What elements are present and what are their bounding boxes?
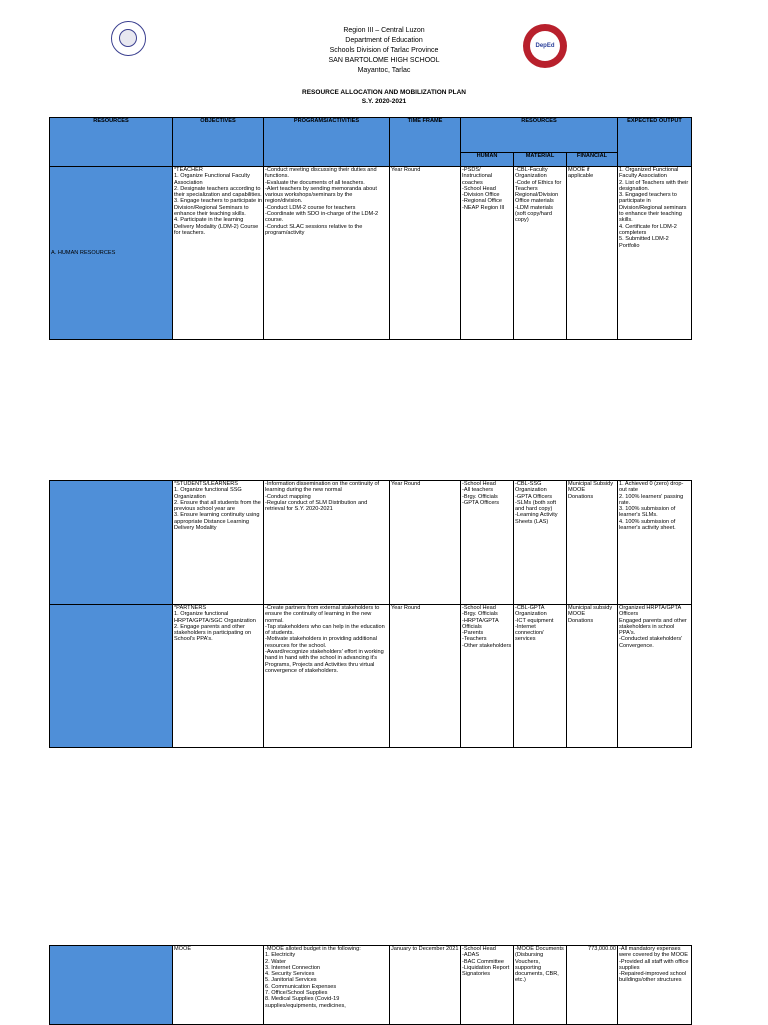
resource-category: A. HUMAN RESOURCES: [50, 167, 173, 340]
header-objectives: OBJECTIVES: [173, 118, 264, 167]
resource-category: [50, 481, 173, 605]
resource-category: [50, 946, 173, 1025]
letterhead: [0, 26, 768, 76]
objectives-cell: *PARTNERS 1. Organize functional HRPTA/GPTA/SGC Organization 2. Engage parents and other stakeholders in participating on School's PPA's.: [173, 605, 264, 748]
table-row: [50, 946, 692, 1025]
expected-output-cell: -All mandatory expenses were covered by the MOOE -Provided all staff with office supplies -Repaired-improved school buildings/other structures: [618, 946, 692, 1025]
human-cell: -School Head -Brgy. Officials -HRPTA/GPTA Officials -Parents -Teachers -Other stakeholders: [461, 605, 514, 748]
material-cell: -CBL-Faculty Organization -Code of Ethics for Teachers Regional/Division Office materials -LDM materials (soft copy/hard copy): [514, 167, 567, 340]
material-cell: -MOOE Documents (Disbursing Vouchers, supporting documents, CBR, etc.): [514, 946, 567, 1025]
time-frame-cell: Year Round: [390, 481, 461, 605]
programs-cell: -MOOE alloted budget in the following: 1. Electricity 2. Water 3. Internet Connection 4. Security Services 5. Janitorial Services 6. Communication Expenses 7. Office/School Supplies 8. Medical Supplies (Covid-19 supplies/equipments, medicines,: [264, 946, 390, 1025]
human-cell: -PSDS/ Instructional coaches -School Head -Division Office -Regional Office -NEAP Region III: [461, 167, 514, 340]
plan-table-2: [49, 480, 692, 748]
table-row: [50, 481, 692, 605]
expected-output-cell: Organized HRPTA/GPTA Officers Engaged parents and other stakeholders in school PPA's. -Conducted stakeholders' Convergence.: [618, 605, 692, 748]
header-resources-group: RESOURCES: [461, 118, 618, 153]
programs-cell: -Conduct meeting discussing their duties and functions. -Evaluate the documents of all teachers. -Alert teachers by sending memoranda about various workshops/seminars by the region/division. -Conduct LDM-2 course for teachers -Coordinate with SDO in-charge of the LDM-2 course. -Conduct SLAC sessions relative to the program/activity: [264, 167, 390, 340]
school-year: S.Y. 2020-2021: [361, 98, 407, 105]
header-material: MATERIAL: [514, 153, 567, 167]
header-resources: RESOURCES: [50, 118, 173, 167]
school-seal-logo: DepEd: [523, 24, 567, 68]
time-frame-cell: Year Round: [390, 605, 461, 748]
header-programs: PROGRAMS/ACTIVITIES: [264, 118, 390, 167]
programs-cell: -Create partners from external stakeholders to ensure the continuity of learning in the new normal. -Tap stakeholders who can help in the education of students. -Motivate stakeholders in providing additional resources for the school. -Award/recognize stakeholders' effort in working hand in hand with the school in advancing it's Programs, Projects and Activities thru virtual convergence of stakeholders.: [264, 605, 390, 748]
financial-cell: MOOE if applicable: [567, 167, 618, 340]
table-row: [50, 605, 692, 748]
header-financial: FINANCIAL: [567, 153, 618, 167]
region-line: Region III – Central Luzon: [343, 27, 425, 34]
material-cell: -CBL-GPTA Organization -ICT equipment -Internet connection/ services: [514, 605, 567, 748]
plan-table-3: [49, 945, 692, 1025]
human-cell: -School Head -All teachers -Brgy. Officials -GPTA Officers: [461, 481, 514, 605]
header-time-frame: TIME FRAME: [390, 118, 461, 167]
table-row: [50, 167, 692, 340]
objectives-cell: *TEACHER 1. Organize Functional Faculty Association 2. Designate teachers according to their specialization and capabilities. 3. Engage teachers to participate in Division/Regional Seminars to enhance their teaching skills. 4. Participate in the learning Delivery Modality (LDM-2) Course for teachers.: [173, 167, 264, 340]
financial-cell: 773,000.00: [567, 946, 618, 1025]
header-row-1: [50, 118, 692, 153]
resource-category: [50, 605, 173, 748]
department-line: Department of Education: [345, 37, 423, 44]
financial-cell: Municipal subsidy MOOE Donations: [567, 605, 618, 748]
material-cell: -CBL-SSG Organization -GPTA Officers -SLMs (both soft and hard copy) -Learning Activity Sheets (LAS): [514, 481, 567, 605]
objectives-cell: *STUDENTS/LEARNERS 1. Organize functional SSG Organization 2. Ensure that all students from the previous school year are 3. Ensure learning continuity using appropriate Distance Learning Delivery Modality: [173, 481, 264, 605]
objectives-cell: MOOE: [173, 946, 264, 1025]
division-line: Schools Division of Tarlac Province: [329, 47, 439, 54]
document-title-block: [0, 88, 768, 106]
human-cell: -School Head -ADAS -BAC Committee -Liquidation Report Signatories: [461, 946, 514, 1025]
plan-table-1: [49, 117, 692, 340]
school-name: SAN BARTOLOME HIGH SCHOOL: [328, 57, 440, 64]
document-title: RESOURCE ALLOCATION AND MOBILIZATION PLAN: [302, 89, 466, 96]
header-human: HUMAN: [461, 153, 514, 167]
header-expected-output: EXPECTED OUTPUT: [618, 118, 692, 167]
school-address: Mayantoc, Tarlac: [357, 67, 411, 74]
time-frame-cell: January to December 2021: [390, 946, 461, 1025]
financial-cell: Municipal Subsidy MOOE Donations: [567, 481, 618, 605]
programs-cell: -Information dissemination on the continuity of learning during the new normal -Conduct mapping -Regular conduct of SLM Distribution and retrieval for S.Y. 2020-2021: [264, 481, 390, 605]
expected-output-cell: 1. Achieved 0 (zero) drop-out rate 2. 100% learners' passing rate. 3. 100% submission of learner's SLMs. 4. 100% submission of learner's activity sheet.: [618, 481, 692, 605]
time-frame-cell: Year Round: [390, 167, 461, 340]
expected-output-cell: 1. Organized Functional Faculty Association 2. List of Teachers with their designation. 3. Engaged teachers to participate in Division/Regional seminars to enhance their teaching skills. 4. Certificate for LDM-2 completers 5. Submitted LDM-2 Portfolio: [618, 167, 692, 340]
